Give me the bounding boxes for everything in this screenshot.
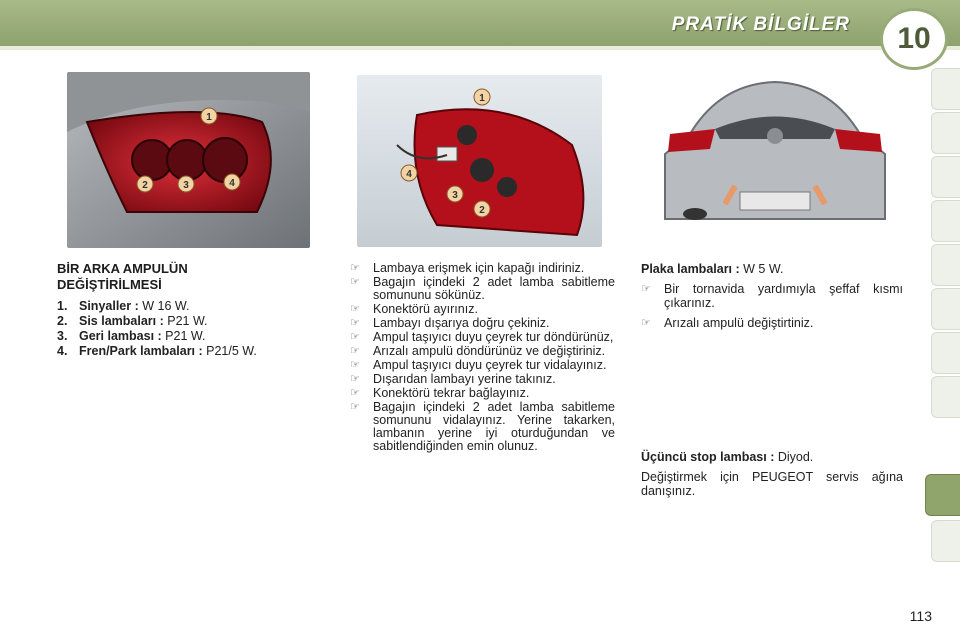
chapter-tab[interactable] [931, 156, 960, 198]
callout-label [201, 108, 217, 124]
chapter-tab[interactable] [931, 200, 960, 242]
pointing-hand-icon: ☞ [350, 262, 360, 274]
procedure-step [350, 303, 615, 316]
step-text: Ampul taşıyıcı duyu çeyrek tur döndürünüz, [373, 330, 614, 344]
spec-value: W 16 W. [138, 299, 190, 313]
chapter-title: PRATİK BİLGİLER [671, 14, 850, 35]
pointing-hand-icon: ☞ [350, 387, 360, 399]
callout-label [474, 89, 490, 105]
chapter-tab[interactable] [931, 520, 960, 562]
svg-text:2: 2 [479, 205, 485, 216]
spec-value: P21 W. [163, 314, 208, 328]
spec-label: Fren/Park lambaları : [79, 344, 203, 358]
chapter-tab[interactable] [931, 376, 960, 418]
svg-text:4: 4 [229, 178, 235, 189]
plate-lamp-section [641, 262, 903, 330]
chapter-tab-active[interactable] [925, 474, 960, 516]
section-title-line: DEĞİŞTİRİLMESİ [57, 277, 162, 292]
header-stripe [0, 46, 960, 50]
step-text: Dışarıdan lambayı yerine takınız. [373, 372, 556, 386]
svg-text:2: 2 [142, 180, 148, 191]
callout-label [137, 176, 153, 192]
spec-label: Geri lambası : [79, 329, 162, 343]
procedure-step [641, 282, 903, 310]
chapter-tab[interactable] [931, 332, 960, 374]
callout-label [178, 176, 194, 192]
chapter-tab[interactable] [931, 288, 960, 330]
pointing-hand-icon: ☞ [350, 401, 360, 413]
procedure-step [350, 262, 615, 275]
svg-text:3: 3 [452, 190, 458, 201]
spec-row [57, 314, 317, 329]
spec-value: P21/5 W. [202, 344, 257, 358]
lamp-unit-photo [357, 75, 602, 247]
procedure-step [350, 401, 615, 453]
procedure-step [350, 373, 615, 386]
third-stop-lamp-section [641, 450, 903, 498]
stop-lamp-value: Diyod. [774, 450, 814, 464]
callout-label [401, 165, 417, 181]
svg-text:1: 1 [479, 93, 485, 104]
spec-value: P21 W. [161, 329, 206, 343]
svg-text:4: 4 [406, 169, 412, 180]
stop-lamp-heading [641, 450, 903, 464]
pointing-hand-icon: ☞ [350, 276, 360, 288]
plate-lamp-value: W 5 W. [739, 262, 784, 276]
step-text: Konektörü tekrar bağlayınız. [373, 386, 530, 400]
pointing-hand-icon: ☞ [350, 359, 360, 371]
chapter-tab[interactable] [931, 244, 960, 286]
section-title [57, 261, 317, 293]
pointing-hand-icon: ☞ [350, 373, 360, 385]
page-number: 113 [909, 608, 932, 624]
car-rear-photo [650, 74, 900, 244]
procedure-step [350, 317, 615, 330]
callout-label [474, 201, 490, 217]
chapter-number-badge: 10 [880, 8, 948, 70]
spec-row [57, 344, 317, 359]
spec-number: 3. [57, 329, 68, 343]
section-title-line: BİR ARKA AMPULÜN [57, 261, 188, 276]
svg-text:3: 3 [183, 180, 189, 191]
step-text: Arızalı ampulü döndürünüz ve değiştiriniz. [373, 344, 606, 358]
pointing-hand-icon: ☞ [641, 283, 651, 295]
chapter-tab[interactable] [931, 68, 960, 110]
step-text: Bagajın içindeki 2 adet lamba sabitleme somununu vidalayınız. Yerine takarken, lambanın yerine iyi oturduğundan ve sabitlendiğinden emin olunuz. [373, 400, 615, 453]
procedure-step [350, 331, 615, 344]
bulb-spec-list [57, 299, 317, 359]
callout-label [447, 186, 463, 202]
pointing-hand-icon: ☞ [350, 345, 360, 357]
spec-number: 1. [57, 299, 68, 313]
step-text: Bir tornavida yardımıyla şeffaf kısmı çıkarınız. [664, 282, 903, 310]
spec-row [57, 329, 317, 344]
rear-lamp-photo [67, 72, 310, 248]
spec-number: 4. [57, 344, 68, 358]
pointing-hand-icon: ☞ [641, 317, 651, 329]
callout-label [224, 174, 240, 190]
chapter-tabs [928, 68, 960, 578]
plate-lamp-heading [641, 262, 903, 276]
step-text: Lambayı dışarıya doğru çekiniz. [373, 316, 550, 330]
spec-number: 2. [57, 314, 68, 328]
stop-lamp-label: Üçüncü stop lambası : [641, 450, 775, 464]
procedure-step [350, 387, 615, 400]
pointing-hand-icon: ☞ [350, 303, 360, 315]
procedure-step [641, 316, 903, 330]
spec-label: Sinyaller : [79, 299, 139, 313]
procedure-step [350, 359, 615, 372]
step-text: Arızalı ampulü değiştirtiniz. [664, 316, 814, 330]
stop-lamp-note: Değiştirmek için PEUGEOT servis ağına danışınız. [641, 470, 903, 498]
plate-lamp-label: Plaka lambaları : [641, 262, 740, 276]
step-text: Ampul taşıyıcı duyu çeyrek tur vidalayınız. [373, 358, 607, 372]
step-text: Lambaya erişmek için kapağı indiriniz. [373, 261, 585, 275]
step-text: Konektörü ayırınız. [373, 302, 478, 316]
spec-row [57, 299, 317, 314]
procedure-step [350, 276, 615, 302]
spec-label: Sis lambaları : [79, 314, 164, 328]
procedure-steps [350, 262, 615, 454]
pointing-hand-icon: ☞ [350, 331, 360, 343]
procedure-step [350, 345, 615, 358]
svg-text:1: 1 [206, 112, 212, 123]
pointing-hand-icon: ☞ [350, 317, 360, 329]
chapter-tab[interactable] [931, 112, 960, 154]
step-text: Bagajın içindeki 2 adet lamba sabitleme somununu sökünüz. [373, 275, 615, 302]
